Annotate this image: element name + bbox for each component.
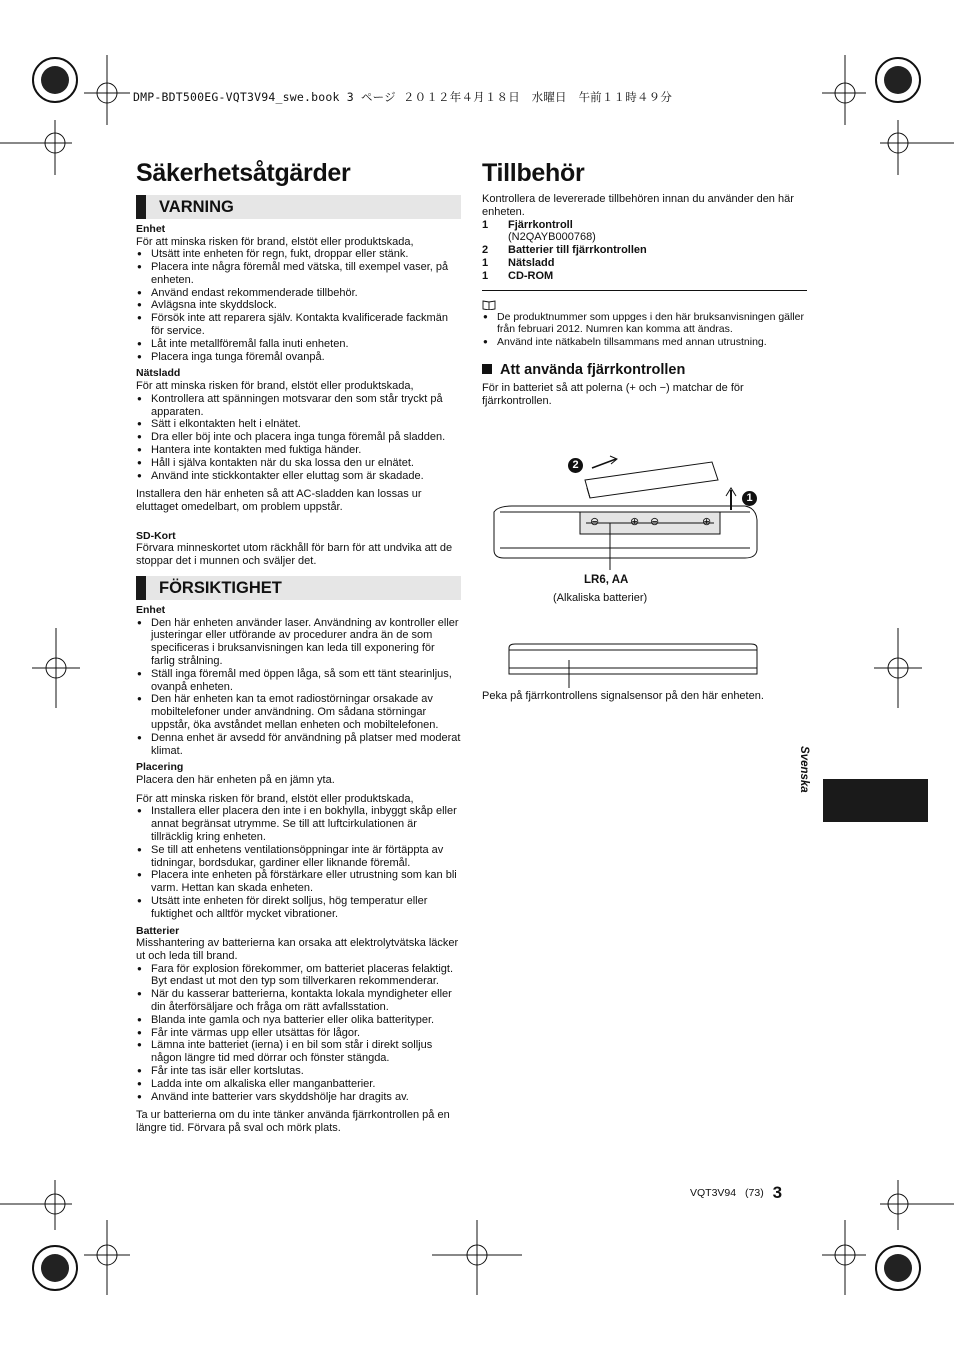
list-item: ● Blanda inte gamla och nya batterier eller olika batterityper. (136, 1014, 461, 1027)
notes-list (482, 311, 807, 349)
intro-text: Kontrollera de levererade tillbehören innan du använder den här enheten. (482, 193, 794, 218)
list-item: ● Ladda inte om alkaliska eller manganbatterier. (136, 1078, 461, 1091)
body-text: Förvara minneskortet utom räckhåll för barn för att undvika att de stoppar det i munnen och sväljer det. (136, 542, 453, 568)
list-placering (136, 805, 461, 920)
document-code: VQT3V94 (690, 1187, 737, 1199)
section-forsiktighet (136, 576, 461, 600)
print-header: DMP-BDT500EG-VQT3V94_swe.book 3 ページ ２０１２年４月１８日 水曜日 午前１１時４９分 (133, 90, 673, 104)
list-natsladd (136, 393, 461, 483)
list-item: ● Får inte värmas upp eller utsättas för lågor. (136, 1027, 461, 1040)
divider (482, 290, 807, 291)
minus-sign: ⊖ (650, 516, 660, 528)
section-bar (136, 195, 146, 219)
list-item: ● Avlägsna inte skyddslock. (136, 299, 461, 312)
list-item: ● Fara för explosion förekommer, om batteriet placeras felaktigt. Byt endast ut mot den typ som tillverkaren rekommenderar. (136, 963, 461, 989)
list-item: ● Får inte tas isär eller kortslutas. (136, 1065, 461, 1078)
list-item: ● Den här enheten kan ta emot radiostörningar orsakade av mobiltelefoner under användning. Om sådana störningar uppstår, öka avståndet mellan enheten och mobiltelefonen. (136, 693, 461, 731)
list-item: ● Håll i själva kontakten när du ska lossa den ur elnätet. (136, 457, 461, 470)
subheading-batterier: Batterier (136, 924, 180, 937)
list-item: ● Försök inte att reparera själv. Kontakta kvalificerade fackmän för service. (136, 312, 461, 338)
step-2-badge: 2 (568, 458, 583, 473)
list-item: ● Placera inga tunga föremål ovanpå. (136, 351, 461, 364)
section-bar (136, 576, 146, 600)
plus-sign: ⊕ (702, 516, 712, 528)
accessory-row: 2 Batterier till fjärrkontrollen (482, 244, 647, 257)
remote-battery-illustration (490, 450, 770, 570)
right-column (482, 158, 807, 408)
list-item: ● Använd inte batterier vars skyddshölje har dragits av. (136, 1091, 461, 1104)
list-item: ● De produktnummer som uppges i den här bruksanvisningen gäller från februari 2012. Numren kan komma att ändras. (482, 311, 807, 336)
page-paren: (73) (745, 1187, 764, 1199)
subheading-enhet: Enhet (136, 223, 166, 235)
intro-text: För att minska risken för brand, elstöt eller produktskada, (136, 379, 414, 392)
body-text: För in batteriet så att polerna (+ och −) matchar de för fjärrkontrollen. (482, 382, 744, 407)
language-tab (823, 779, 928, 822)
page-number: 3 (772, 1183, 783, 1202)
remote-heading: Att använda fjärrkontrollen (482, 362, 807, 379)
list-enhet-caution (136, 617, 461, 758)
list-item: ● Dra eller böj inte och placera inga tunga föremål på sladden. (136, 431, 461, 444)
list-item: ● Använd endast rekommenderade tillbehör. (136, 287, 461, 300)
list-item: ● Använd inte nätkabeln tillsammans med annan utrustning. (482, 336, 807, 349)
list-item: ● Kontrollera att spänningen motsvarar den som står tryckt på apparaten. (136, 393, 461, 419)
accessory-row: 1 Nätsladd (482, 256, 555, 269)
subheading-placering: Placering (136, 761, 184, 774)
step-1-badge: 1 (742, 491, 757, 506)
section-heading: VARNING (159, 198, 234, 216)
list-enhet (136, 248, 461, 363)
list-item: ● Utsätt inte enheten för direkt solljus, hög temperatur eller fuktighet och alltför mycket vibrationer. (136, 895, 461, 921)
subheading-natsladd: Nätsladd (136, 367, 181, 380)
language-label: Svenska (798, 746, 810, 793)
square-icon (482, 364, 492, 374)
list-item: ● Hantera inte kontakten med fuktiga händer. (136, 444, 461, 457)
list-item: ● Denna enhet är avsedd för användning på platser med moderat klimat. (136, 732, 461, 758)
section-varning (136, 195, 461, 219)
list-batterier (136, 963, 461, 1104)
list-item: ● Använd inte stickkontakter eller eluttag som är skadade. (136, 470, 461, 483)
body-text: Placera den här enheten på en jämn yta. (136, 773, 335, 786)
player-illustration (505, 640, 765, 688)
list-item: ● Placera inte några föremål med vätska, till exempel vaser, på enheten. (136, 261, 461, 287)
intro-text: För att minska risken för brand, elstöt eller produktskada, (136, 235, 414, 248)
footer (690, 1183, 782, 1203)
accessory-row: 1 Fjärrkontroll (482, 218, 573, 231)
body-text: Ta ur batterierna om du inte tänker använda fjärrkontrollen på en längre tid. Förvara på sval och mörk plats. (136, 1109, 450, 1135)
left-column (136, 158, 461, 1135)
list-item: ● När du kasserar batterierna, kontakta lokala myndigheter eller din återförsäljare och fråga om rätt avfallsstation. (136, 988, 461, 1014)
accessory-code: (N2QAYB000768) (508, 231, 596, 244)
minus-sign: ⊖ (590, 516, 600, 528)
list-item: ● Utsätt inte enheten för regn, fukt, droppar eller stänk. (136, 248, 461, 261)
battery-sublabel: (Alkaliska batterier) (553, 592, 648, 604)
subheading-sdkort: SD-Kort (136, 529, 176, 542)
list-item: ● Låt inte metallföremål falla inuti enheten. (136, 338, 461, 351)
list-item: ● Installera eller placera den inte i en bokhylla, inbyggt skåp eller annat begränsat utrymme. Se till att luftcirkulationen är tillräcklig kring enheten. (136, 805, 461, 843)
book-icon (482, 299, 807, 311)
list-item: ● Sätt i elkontakten helt i elnätet. (136, 418, 461, 431)
page-title-accessories: Tillbehör (482, 159, 585, 187)
subheading-enhet: Enhet (136, 604, 166, 617)
accessory-row: 1 CD-ROM (482, 269, 554, 282)
plus-sign: ⊕ (630, 516, 640, 528)
sensor-text: Peka på fjärrkontrollens signalsensor på den här enheten. (482, 690, 764, 702)
body-text: Misshantering av batterierna kan orsaka att elektrolytvätska läcker ut och leda till brand. (136, 937, 459, 962)
list-item: ● Den här enheten använder laser. Användning av kontroller eller justeringar eller utförande av procedurer andra än de som specificeras i bruksanvisningen kan leda till exponering för farlig strålning. (136, 617, 461, 668)
intro-text: För att minska risken för brand, elstöt eller produktskada, (136, 792, 414, 805)
list-item: ● Lämna inte batteriet (ierna) i en bil som står i direkt solljus någon längre tid med dörrar och fönster stängda. (136, 1039, 461, 1065)
body-text: Installera den här enheten så att AC-sladden kan lossas ur eluttaget omedelbart, om problem uppstår. (136, 488, 422, 514)
list-item: ● Ställ inga föremål med öppen låga, så som ett tänt stearinljus, ovanpå enheten. (136, 668, 461, 694)
page-title-safety: Säkerhetsåtgärder (136, 159, 351, 187)
section-heading: FÖRSIKTIGHET (159, 579, 282, 598)
list-item: ● Se till att enhetens ventilationsöppningar inte är förtäppta av tidningar, bordsdukar, gardiner eller liknande föremål. (136, 844, 461, 870)
battery-label: LR6, AA (584, 574, 629, 586)
list-item: ● Placera inte enheten på förstärkare eller utrustning som kan bli varm. Hettan kan skada enheten. (136, 869, 461, 895)
